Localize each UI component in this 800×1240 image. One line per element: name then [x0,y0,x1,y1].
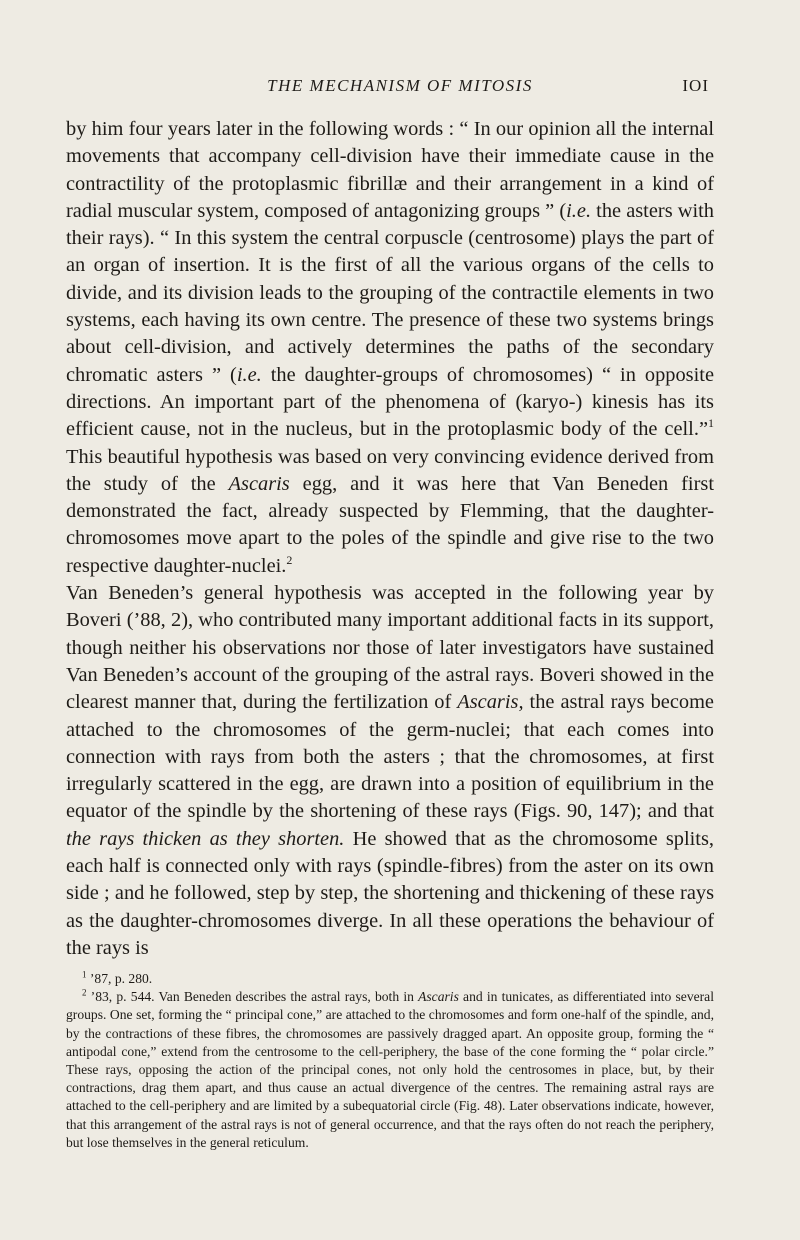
footnote-1 [66,970,714,988]
p1-text-d: This beautiful hypothesis was based on very convincing evidence derived from the study of the [66,445,714,495]
p1-text-c: the daughter-groups of chromosomes) “ in opposite directions. An important part of the phenomena of (karyo-) kinesis has its efficient cause, not in the nucleus, but in the protoplasmic body of the cell.” [66,363,714,441]
footnote-1-text: ’87, p. 280. [86,971,153,986]
p1-ascaris: Ascaris [228,472,290,495]
footnote-2-text-b: and in tunicates, as differentiated into several groups. One set, forming the “ principal cone,” are attached to the chromosomes and form one-half of the spindle, and, by the contractions of these fibres, the chromosomes are passively dragged apart. An opposite group, forming the “ antipodal cone,” extend from the centrosome to the cell-periphery, the base of the cone forming the “ polar circle.” These rays, opposing the action of the principal cones, not only hold the centrosomes in place, but, by their contractions, drag them apart, and thus cause an actual divergence of the centres. The remaining astral rays are attached to the cell-periphery and are limited by a subequatorial circle (Fig. 48). Later observations indicate, however, that this arrangement of the astral rays is not of general occurrence, and that the rays often do not reach the periphery, but lose themselves in the general reticulum. [66,989,714,1150]
running-head [0,76,800,102]
p1-ie-1: i.e. [566,199,592,222]
paragraph-2 [66,580,714,962]
footnote-ref-2: 2 [286,552,293,567]
footnote-2 [66,988,714,1152]
p2-text-a: Van Beneden’s general hypothesis was accepted in the following year by Boveri (’88, 2), who contributed many important additional facts in its support, though neither his observations nor those of later investigators have sustained Van Beneden’s account of the grouping of the astral rays. Boveri showed in the clearest manner that, during the fertilization of [66,582,714,714]
footnote-2-ascaris: Ascaris [418,989,459,1005]
p2-text-b: the astral rays become attached to the chromosomes of the germ-nuclei; that each comes into connection with rays from both the asters ; that the chromosomes, at first irregularly scattered in the egg, are drawn into a position of equilibrium in the equator of the spindle by the shortening of these rays (Figs. 90, 147); and that [66,691,714,823]
p2-text-c: He showed that as the chromosome splits, each half is connected only with rays (spindle-fibres) from the aster on its own side ; and he followed, step by step, the shortening and thickening of these rays as the daughter-chromosomes diverge. In all these operations the behaviour of the rays is [66,827,714,959]
body-text [66,116,714,962]
p2-emphasis: the rays thicken as they shorten. [66,827,345,850]
running-title: THE MECHANISM OF MITOSIS [267,76,533,95]
p1-text-a: by him four years later in the following words : “ In our opinion all the internal movements that accompany cell-division have their immediate cause in the contractility of the protoplasmic fibrillæ and their arrangement in a kind of radial muscular system, composed of antagonizing groups ” ( [66,118,714,222]
paragraph-1 [66,116,714,580]
page-number: IOI [682,76,709,95]
p2-ascaris: Ascaris, [457,691,524,714]
footnote-ref-1: 1 [708,416,714,431]
p1-text-b: the asters with their rays). “ In this system the central corpuscle (centrosome) plays the part of an organ of insertion. It is the first of all the various organs of the cells to divide, and its division leads to the grouping of the contractile elements in two systems, each having its own centre. The presence of these two systems brings about cell-division, and actively determines the paths of the secondary chromatic asters ” ( [66,199,714,386]
footnote-1-mark: 1 [82,969,87,980]
footnote-2-mark: 2 [82,987,87,998]
p1-text-e: egg, and it was here that Van Beneden first demonstrated the fact, already suspected by Flemming, that the daughter-chromosomes move apart to the poles of the spindle and give rise to the two respective daughter-nuclei. [66,472,714,577]
p1-ie-2: i.e. [236,363,262,386]
footnotes [66,970,714,1152]
footnote-2-text-a: ’83, p. 544. Van Beneden describes the astral rays, both in [86,989,419,1005]
